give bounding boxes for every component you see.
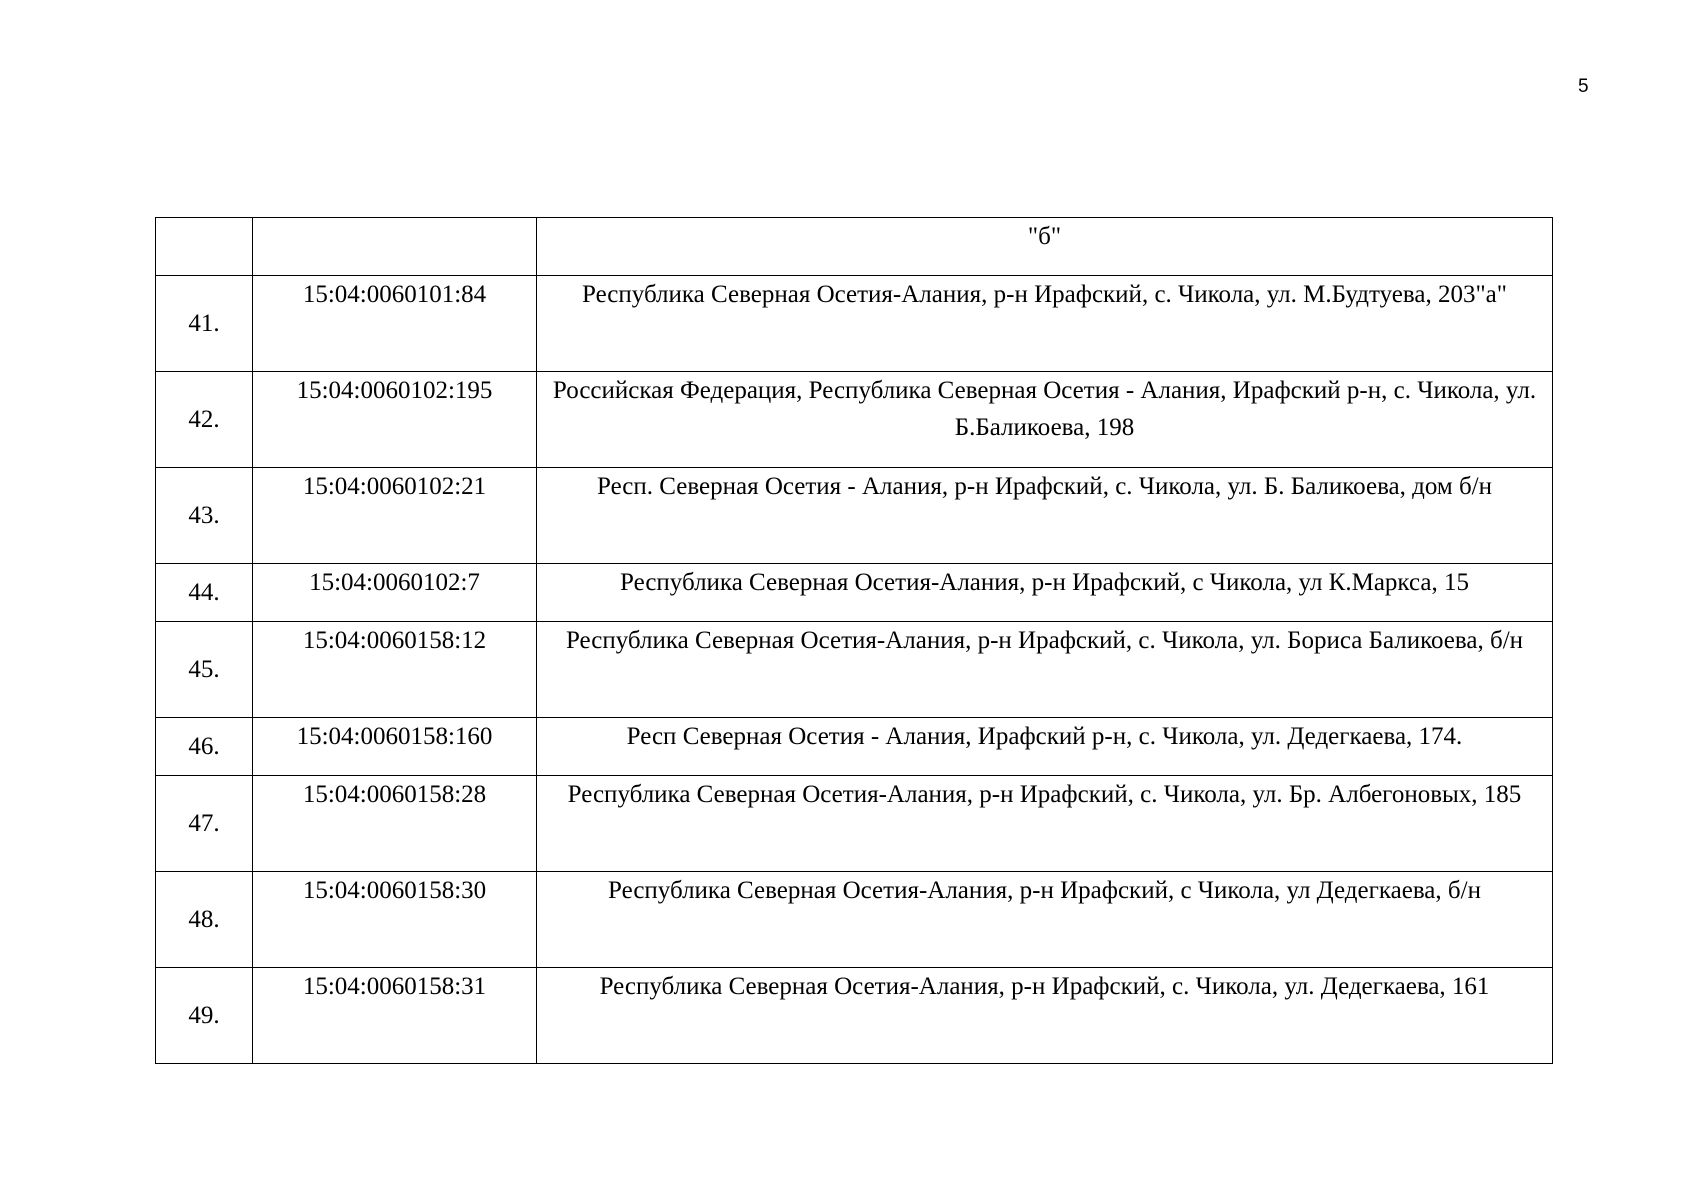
table-row	[156, 968, 1553, 1064]
page-number: 5	[1578, 76, 1589, 97]
address-cell: "б"	[537, 218, 1553, 276]
address-cell: Республика Северная Осетия-Алания, р-н Ирафский, с. Чикола, ул. Дедегкаева, 161	[537, 968, 1553, 1064]
table-row	[156, 776, 1553, 872]
row-number-cell: 49.	[156, 968, 253, 1064]
cadastral-number-cell: 15:04:0060158:160	[253, 718, 537, 776]
row-number-cell: 41.	[156, 276, 253, 372]
row-number-cell	[156, 218, 253, 276]
table-row	[156, 372, 1553, 468]
cadastral-number-cell: 15:04:0060102:195	[253, 372, 537, 468]
table-row	[156, 872, 1553, 968]
cadastral-number-cell: 15:04:0060102:7	[253, 564, 537, 622]
address-cell: Республика Северная Осетия-Алания, р-н Ирафский, с Чикола, ул К.Маркса, 15	[537, 564, 1553, 622]
table-row	[156, 564, 1553, 622]
row-number-cell: 46.	[156, 718, 253, 776]
land-parcel-table	[155, 217, 1553, 1064]
cadastral-number-cell: 15:04:0060158:12	[253, 622, 537, 718]
address-cell: Респ Северная Осетия - Алания, Ирафский р-н, с. Чикола, ул. Дедегкаева, 174.	[537, 718, 1553, 776]
cadastral-number-cell: 15:04:0060158:30	[253, 872, 537, 968]
row-number-cell: 48.	[156, 872, 253, 968]
address-cell: Республика Северная Осетия-Алания, р-н Ирафский, с. Чикола, ул. М.Будтуева, 203"а"	[537, 276, 1553, 372]
table-row	[156, 468, 1553, 564]
address-cell: Республика Северная Осетия-Алания, р-н Ирафский, с Чикола, ул Дедегкаева, б/н	[537, 872, 1553, 968]
address-cell: Республика Северная Осетия-Алания, р-н Ирафский, с. Чикола, ул. Бориса Баликоева, б/н	[537, 622, 1553, 718]
row-number-cell: 42.	[156, 372, 253, 468]
row-number-cell: 44.	[156, 564, 253, 622]
row-number-cell: 47.	[156, 776, 253, 872]
cadastral-number-cell: 15:04:0060158:31	[253, 968, 537, 1064]
row-number-cell: 45.	[156, 622, 253, 718]
cadastral-number-cell: 15:04:0060101:84	[253, 276, 537, 372]
cadastral-number-cell: 15:04:0060102:21	[253, 468, 537, 564]
address-cell: Российская Федерация, Республика Северная Осетия - Алания, Ирафский р-н, с. Чикола, ул. Б.Баликоева, 198	[537, 372, 1553, 468]
cadastral-number-cell	[253, 218, 537, 276]
table-row	[156, 276, 1553, 372]
cadastral-number-cell: 15:04:0060158:28	[253, 776, 537, 872]
table-row	[156, 718, 1553, 776]
address-cell: Респ. Северная Осетия - Алания, р-н Ирафский, с. Чикола, ул. Б. Баликоева, дом б/н	[537, 468, 1553, 564]
row-number-cell: 43.	[156, 468, 253, 564]
address-cell: Республика Северная Осетия-Алания, р-н Ирафский, с. Чикола, ул. Бр. Албегоновых, 185	[537, 776, 1553, 872]
table-row	[156, 622, 1553, 718]
table-row	[156, 218, 1553, 276]
